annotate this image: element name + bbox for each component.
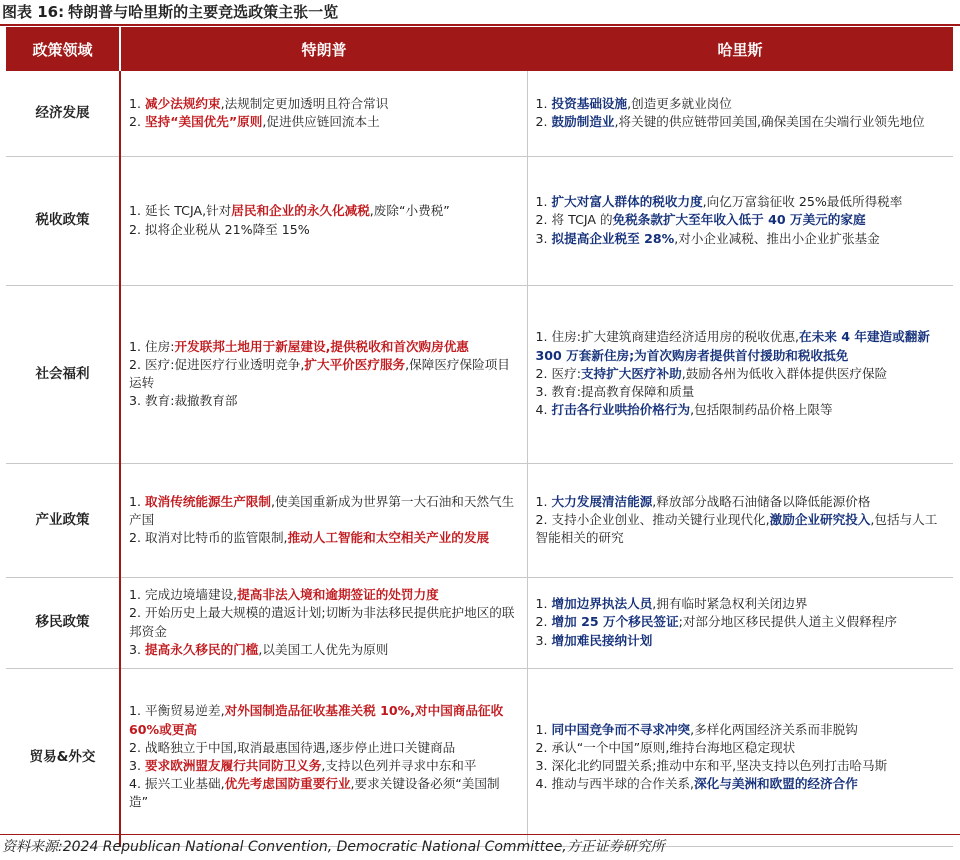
policy-text: ,要求关键设备必须“美国制造” xyxy=(129,776,500,810)
policy-text: ,将关键的供应链带回美国,确保美国在尖端行业领先地位 xyxy=(614,114,925,130)
highlight-text: 提高非法入境和逾期签证的处罚力度 xyxy=(237,587,439,603)
highlight-text: 支持扩大医疗补助 xyxy=(580,365,682,381)
policy-text: 2. 承认“一个中国”原则,维持台海地区稳定现状 xyxy=(535,739,796,755)
policy-text: 1. xyxy=(535,596,552,612)
policy-item xyxy=(129,757,519,775)
highlight-text: 减少法规约束 xyxy=(145,96,221,112)
policy-item xyxy=(536,595,946,613)
highlight-text: 开发联邦土地用于新屋建设,提供税收和首次购房优惠 xyxy=(174,338,469,354)
policy-table xyxy=(6,27,953,847)
policy-text: ,向亿万富翁征收 25%最低所得税率 xyxy=(702,194,903,210)
highlight-text: 拟提高企业税至 28% xyxy=(551,230,675,246)
policy-text: 4. xyxy=(535,402,552,418)
policy-text: 1. xyxy=(535,721,552,737)
harris-policy-cell xyxy=(527,156,953,285)
highlight-text: 免税条款扩大至年收入低于 40 万美元的家庭 xyxy=(612,212,866,228)
policy-text: 2. xyxy=(129,114,146,130)
header-policy-field: 政策领域 xyxy=(6,27,120,71)
policy-item xyxy=(536,211,946,229)
trump-policy-cell xyxy=(120,156,527,285)
policy-text: 1. xyxy=(535,493,552,509)
policy-item xyxy=(129,739,519,757)
policy-text: 3. xyxy=(129,758,146,773)
policy-text: ,以美国工人优先为原则 xyxy=(258,641,389,657)
highlight-text: 要求欧洲盟友履行共同防卫义务 xyxy=(145,758,322,773)
policy-item xyxy=(129,113,519,131)
policy-text: ,包括限制药品价格上限等 xyxy=(690,402,833,418)
table-header-row xyxy=(6,27,953,71)
highlight-text: 打击各行业哄抬价格行为 xyxy=(551,402,691,418)
highlight-text: 大力发展清洁能源 xyxy=(551,493,653,509)
source-note: 资料来源:2024 Republican National Convention, Democratic National Committee,方正证券研究所 xyxy=(0,834,960,860)
harris-policy-cell xyxy=(527,285,953,463)
policy-field-cell: 贸易&外交 xyxy=(6,668,120,846)
table-row xyxy=(6,577,953,668)
highlight-text: 扩大对富人群体的税收力度 xyxy=(551,194,703,210)
policy-item xyxy=(129,221,519,239)
policy-item xyxy=(129,202,519,220)
highlight-text: 扩大平价医疗服务 xyxy=(304,356,406,372)
figure-title: 特朗普与哈里斯的主要竞选政策主张一览 xyxy=(68,3,339,21)
policy-text: ,使美国重新成为世界第一大石油和天然气生产国 xyxy=(129,493,515,527)
policy-text: 1. xyxy=(535,96,552,112)
policy-item xyxy=(536,739,946,757)
highlight-text: 坚持“美国优先”原则 xyxy=(145,114,263,130)
policy-text: 3. xyxy=(129,641,146,657)
policy-text: 2. 取消对比特币的监管限制, xyxy=(129,530,288,546)
trump-policy-cell xyxy=(120,71,527,156)
highlight-text: 增加边界执法人员 xyxy=(551,596,653,612)
policy-field-cell: 社会福利 xyxy=(6,285,120,463)
policy-text: 2. 战略独立于中国,取消最惠国待遇,逐步停止进口关键商品 xyxy=(129,739,456,755)
policy-text: 1. xyxy=(129,96,146,112)
policy-text: ,多样化两国经济关系而非脱钩 xyxy=(690,721,858,737)
policy-field-cell: 经济发展 xyxy=(6,71,120,156)
policy-field-cell: 移民政策 xyxy=(6,577,120,668)
figure-caption xyxy=(0,0,960,26)
policy-text: 4. 推动与西半球的合作关系, xyxy=(535,776,695,792)
policy-text: 3. xyxy=(535,632,552,648)
highlight-text: 增加 25 万个移民签证 xyxy=(551,614,679,630)
policy-text: ,支持以色列并寻求中东和平 xyxy=(321,758,477,773)
policy-text: 1. 住房: xyxy=(129,338,175,354)
policy-item xyxy=(129,493,519,529)
trump-policy-cell xyxy=(120,285,527,463)
highlight-text: 投资基础设施 xyxy=(551,96,628,112)
policy-text: 2. 将 TCJA 的 xyxy=(535,212,613,228)
policy-item xyxy=(536,230,946,248)
header-trump: 特朗普 xyxy=(120,27,527,71)
policy-text: 2. 医疗:促进医疗行业透明竞争, xyxy=(129,356,305,372)
trump-policy-cell xyxy=(120,463,527,577)
policy-text: ,促进供应链回流本土 xyxy=(262,114,380,130)
highlight-text: 优先考虑国防重要行业 xyxy=(224,776,351,792)
table-row xyxy=(6,463,953,577)
policy-text: 1. 住房:扩大建筑商建造经济适用房的税收优惠, xyxy=(535,329,800,345)
policy-item xyxy=(129,604,519,640)
policy-item xyxy=(129,529,519,547)
policy-text: 1. xyxy=(535,194,552,210)
harris-policy-cell xyxy=(527,71,953,156)
highlight-text: 提高永久移民的门槛 xyxy=(145,641,259,657)
policy-text: ;对部分地区移民提供人道主义假释程序 xyxy=(678,614,897,630)
policy-text: 1. xyxy=(129,493,146,509)
table-row xyxy=(6,285,953,463)
highlight-text: 在未来 4 年建造或翻新 300 万套新住房;为首次购房者提供首付援助和税收抵免 xyxy=(535,329,930,363)
policy-text: 4. 振兴工业基础, xyxy=(129,776,225,792)
policy-item xyxy=(129,641,519,659)
policy-text: 1. 延长 TCJA,针对 xyxy=(129,203,232,219)
policy-text: ,废除“小费税” xyxy=(369,203,450,219)
policy-item xyxy=(129,586,519,604)
policy-text: 2. xyxy=(535,114,552,130)
policy-text: 2. 拟将企业税从 21%降至 15% xyxy=(129,221,310,237)
policy-item xyxy=(536,401,946,419)
highlight-text: 居民和企业的永久化减税 xyxy=(231,203,370,219)
policy-text: ,法规制定更加透明且符合常识 xyxy=(220,96,389,112)
table-row xyxy=(6,156,953,285)
harris-policy-cell xyxy=(527,463,953,577)
highlight-text: 对外国制造品征收基准关税 10%,对中国商品征收 60%或更高 xyxy=(129,703,504,737)
harris-policy-cell xyxy=(527,668,953,846)
policy-text: 3. xyxy=(535,230,552,246)
policy-item xyxy=(536,365,946,383)
policy-item xyxy=(536,632,946,650)
policy-field-cell: 产业政策 xyxy=(6,463,120,577)
policy-text: ,保障医疗保险项目运转 xyxy=(129,356,510,390)
policy-text: 3. 教育:裁撤教育部 xyxy=(129,393,238,409)
policy-item xyxy=(536,511,946,547)
policy-text: 1. 平衡贸易逆差, xyxy=(129,703,225,719)
policy-text: ,对小企业减税、推出小企业扩张基金 xyxy=(674,230,880,246)
policy-item xyxy=(129,702,519,738)
figure-label: 图表 16: xyxy=(2,3,65,21)
highlight-text: 同中国竞争而不寻求冲突 xyxy=(551,721,691,737)
policy-item xyxy=(129,356,519,392)
policy-item xyxy=(129,95,519,113)
table-row xyxy=(6,71,953,156)
policy-item xyxy=(536,383,946,401)
policy-item xyxy=(536,493,946,511)
policy-item xyxy=(536,328,946,364)
policy-item xyxy=(536,113,946,131)
highlight-text: 推动人工智能和太空相关产业的发展 xyxy=(287,530,490,546)
policy-text: 2. 开始历史上最大规模的遣返计划;切断为非法移民提供庇护地区的联邦资金 xyxy=(129,605,515,639)
policy-text: ,鼓励各州为低收入群体提供医疗保险 xyxy=(681,365,888,381)
highlight-text: 激励企业研究投入 xyxy=(769,511,871,527)
policy-text: 3. 深化北约同盟关系;推动中东和平,坚决支持以色列打击哈马斯 xyxy=(535,758,888,773)
policy-text: 2. 医疗: xyxy=(535,365,581,381)
highlight-text: 增加难民接纳计划 xyxy=(551,632,653,648)
table-row xyxy=(6,668,953,846)
trump-policy-cell xyxy=(120,577,527,668)
highlight-text: 取消传统能源生产限制 xyxy=(145,493,271,509)
policy-item xyxy=(129,775,519,811)
policy-text: ,包括与人工智能相关的研究 xyxy=(535,511,938,546)
policy-item xyxy=(536,613,946,631)
policy-text: 2. 支持小企业创业、推动关键行业现代化, xyxy=(535,511,770,527)
policy-text: ,拥有临时紧急权利关闭边界 xyxy=(652,596,808,612)
policy-item xyxy=(129,338,519,356)
trump-policy-cell xyxy=(120,668,527,846)
policy-text: 3. 教育:提高教育保障和质量 xyxy=(535,384,695,400)
policy-item xyxy=(536,193,946,211)
policy-item xyxy=(536,775,946,793)
policy-text: 2. xyxy=(535,614,552,630)
policy-field-cell: 税收政策 xyxy=(6,156,120,285)
policy-text: ,创造更多就业岗位 xyxy=(627,96,732,112)
policy-item xyxy=(536,757,946,775)
policy-text: 1. 完成边境墙建设, xyxy=(129,587,238,603)
highlight-text: 鼓励制造业 xyxy=(551,114,615,130)
highlight-text: 深化与美洲和欧盟的经济合作 xyxy=(694,776,858,792)
policy-item xyxy=(129,392,519,410)
policy-item xyxy=(536,95,946,113)
policy-text: ,释放部分战略石油储备以降低能源价格 xyxy=(652,493,871,509)
policy-item xyxy=(536,721,946,739)
harris-policy-cell xyxy=(527,577,953,668)
header-harris: 哈里斯 xyxy=(527,27,953,71)
